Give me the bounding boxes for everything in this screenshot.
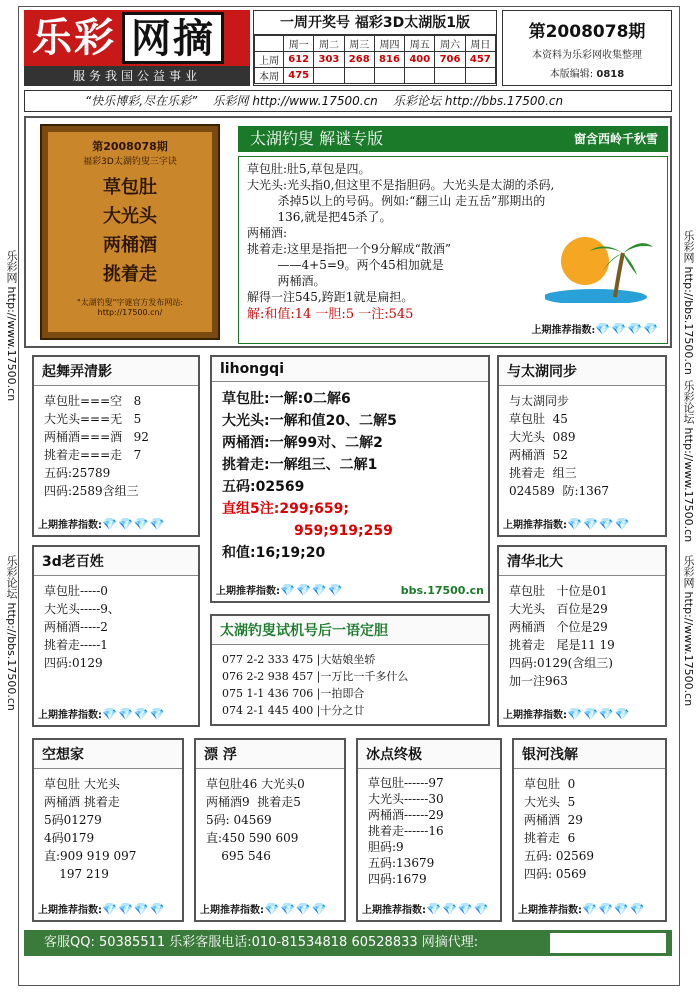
- card-qiwu: 起舞弄清影 草包肚===空 8 大光头===无 5 两桶酒===酒 92 挑着走===走 7 五码:25789 四码:2589含组三 上期推荐指数:💎💎💎💎: [32, 355, 200, 537]
- palm-beach-icon: [545, 231, 655, 303]
- draw-table: 周一 周二 周三 周四 周五 周六 周日 上周 612 303 268 816 400 706 457 本周 475: [254, 35, 496, 84]
- card-qinghua-beida: 清华北大 草包肚 十位是01 大光头 百位是29 两桶酒 个位是29 挑着走 尾是11 19 四码:0129(含组三) 加一注963 上期推荐指数:💎💎💎💎: [497, 545, 667, 727]
- feature-body: 草包肚:肚5,草包是四。 大光头:光头指0,但这里不是指胆码。大光头是太湖的杀码, 杀掉5以上的号码。例如:“翻三山 走五岳”那期出的 136,就是把45杀了。 两桶酒: 挑着走:这里是指把一个9分解成“散酒” ——4+5=9。两个45相加就是 两桶酒。 解得一注545,跨距1就是扁担。 解:和值:14 一胆:5 一注:545 上期推荐指数:💎💎💎💎: [238, 156, 668, 344]
- card-test-number: 太湖钓叟试机号后一语定胆 077 2-2 333 475 |大姑娘坐轿 076 2-2 938 457 |一万比一千多什么 075 1-1 436 706 |一拍即合 074 2-1 445 400 |十分之廿: [210, 614, 490, 726]
- card-kongxiangjia: 空想家 草包肚 大光头 两桶酒 挑着走 5码01279 4码0179 直:909 919 097 197 219 上期推荐指数:💎💎💎💎: [32, 738, 184, 922]
- feature-answer: 解:和值:14 一胆:5 一注:545: [247, 307, 414, 322]
- side-text-right-bottom: 乐彩网 http://www.17500.cn: [682, 555, 695, 707]
- card-laobaixing: 3d老百姓 草包肚-----0 大光头-----9、 两桶酒-----2 挑着走-----1 四码:0129 上期推荐指数:💎💎💎💎: [32, 545, 200, 727]
- banner: “快乐博彩,尽在乐彩” 乐彩网 http://www.17500.cn 乐彩论坛 http://bbs.17500.cn: [24, 90, 672, 112]
- edition-title: 一周开奖号 福彩3D太湖版1版: [254, 11, 496, 35]
- forum-link[interactable]: 乐彩论坛 http://bbs.17500.cn: [393, 94, 564, 108]
- card-taihu-sync: 与太湖同步 与太湖同步 草包肚 45 大光头 089 两桶酒 52 挑着走 组三 024589 防:1367 上期推荐指数:💎💎💎💎: [497, 355, 667, 537]
- card-piaofu: 漂 浮 草包肚46 大光头0 两桶酒9 挑着走5 5码: 04569 直:450 590 609 695 546 上期推荐指数:💎💎💎💎: [194, 738, 346, 922]
- issue-box: 第2008078期 本资料为乐彩网收集整理 本版编辑: 0818: [502, 10, 672, 86]
- side-text-right-mid: 乐彩论坛 http://www.17500.cn: [682, 380, 695, 543]
- feature-title: 太湖钓叟 解谜专版 窗含西岭千秋雪: [238, 126, 668, 152]
- side-text-right-top: 乐彩网 http://bbs.17500.cn: [682, 230, 695, 375]
- card-lihongqi: lihongqi 草包肚:一解:0二解6 大光头:一解和值20、二解5 两桶酒:一解99对、二解2 挑着走:一解组三、二解1 五码:02569 直组5注:299;659; 959;919;259 和值:16;19;20 上期推荐指数:💎💎💎💎 bbs.17500.cn: [210, 355, 490, 603]
- card-yinhe: 银河浅解 草包肚 0 大光头 5 两桶酒 29 挑着走 6 五码: 02569 四码: 0569 上期推荐指数:💎💎💎💎: [512, 738, 667, 922]
- slogan: 服务我国公益事业: [24, 66, 250, 86]
- riddle-poster: 第2008078期 福彩3D太湖钓叟三字诀 草包肚 大光头 两桶酒 挑着走 "太湖钓叟"字谜官方发布网站: http://17500.cn/: [40, 124, 220, 340]
- side-text-left-bottom: 乐彩论坛 http://bbs.17500.cn: [5, 555, 18, 711]
- issue-number: 第2008078期: [528, 22, 646, 42]
- draw-results-box: [253, 10, 497, 86]
- lecai-logo: 乐彩 网摘: [24, 10, 250, 66]
- site-link[interactable]: 乐彩网 http://www.17500.cn: [212, 94, 378, 108]
- footer-contact: 客服QQ: 50385511 乐彩客服电话:010-81534818 60528833 网摘代理:: [24, 930, 672, 956]
- card-bingdian: 冰点终极 草包肚------97 大光头------30 两桶酒------29 挑着走------16 胆码:9 五码:13679 四码:1679 上期推荐指数:💎💎💎💎: [356, 738, 502, 922]
- side-text-left-top: 乐彩网 http://www.17500.cn: [5, 250, 18, 402]
- forum-url[interactable]: bbs.17500.cn: [400, 584, 484, 597]
- feature-section: [24, 116, 672, 348]
- agent-field[interactable]: [550, 933, 666, 953]
